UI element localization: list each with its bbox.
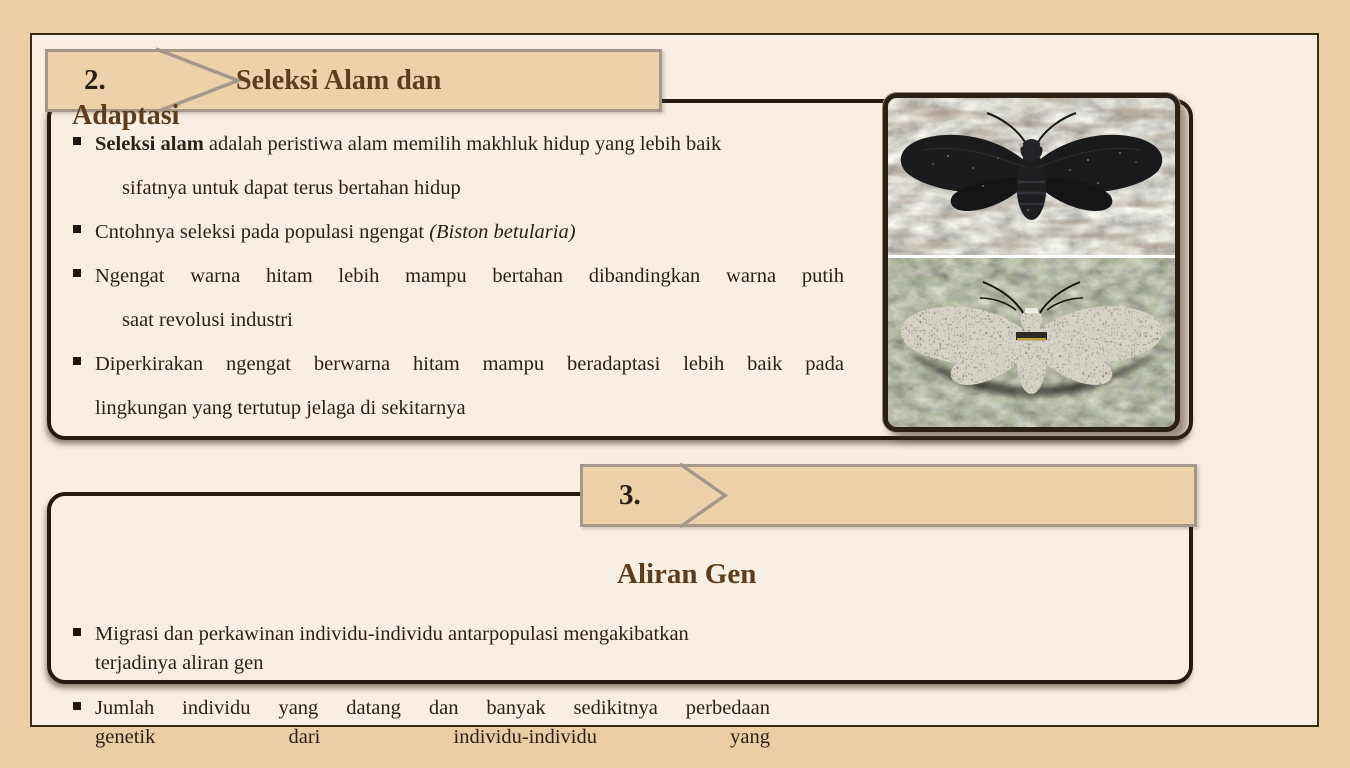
text-run: Jumlah individu yang datang dan banyak sedikitnya perbedaan bbox=[95, 697, 770, 719]
section2-title-line1: Seleksi Alam dan bbox=[236, 64, 442, 96]
section3-bullet-list bbox=[72, 620, 862, 768]
text-run: sifatnya untuk dapat terus bertahan hidup bbox=[122, 177, 461, 199]
bullet-line bbox=[95, 694, 770, 723]
section2-bullet-list bbox=[72, 122, 862, 430]
bullet-line bbox=[122, 298, 862, 342]
text-run: Migrasi dan perkawinan individu-individu antarpopulasi mengakibatkan bbox=[95, 623, 689, 645]
bullet-line bbox=[95, 386, 862, 430]
bullet-line bbox=[95, 122, 862, 166]
bullet-item bbox=[72, 122, 862, 210]
section2-title-line2: Adaptasi bbox=[72, 100, 180, 131]
section3-banner bbox=[580, 464, 1197, 527]
bullet-item bbox=[72, 620, 862, 678]
bullet-item bbox=[72, 342, 862, 430]
text-run: Ngengat warna hitam lebih mampu bertahan dibandingkan warna putih bbox=[95, 265, 844, 287]
chevron-right-icon bbox=[583, 467, 1194, 524]
text-run: lingkungan yang tertutup jelaga di sekitarnya bbox=[95, 397, 466, 419]
text-run: genetik dari individu-individu yang bbox=[95, 726, 770, 748]
text-run: (Biston betularia) bbox=[429, 221, 576, 243]
section3-number: 3. bbox=[619, 479, 641, 511]
bullet-line bbox=[122, 166, 862, 210]
text-run: saat revolusi industri bbox=[122, 309, 293, 331]
text-run: Seleksi alam bbox=[95, 133, 204, 155]
section3-title: Aliran Gen bbox=[617, 558, 757, 590]
text-run: Diperkirakan ngengat berwarna hitam mampu beradaptasi lebih baik pada bbox=[95, 353, 844, 375]
bullet-line bbox=[95, 210, 862, 254]
bullet-line bbox=[95, 620, 862, 649]
text-run: Cntohnya seleksi pada populasi ngengat bbox=[95, 221, 430, 243]
text-run: terjadinya aliran gen bbox=[95, 652, 264, 674]
bullet-line bbox=[95, 723, 770, 752]
dark-peppered-moth-photo bbox=[888, 98, 1175, 255]
bullet-item bbox=[72, 694, 862, 752]
bullet-item bbox=[72, 210, 862, 254]
bullet-line bbox=[95, 649, 862, 678]
text-run: adalah peristiwa alam memilih makhluk hidup yang lebih baik bbox=[203, 133, 722, 155]
bullet-line bbox=[95, 254, 844, 298]
section2-number: 2. bbox=[84, 64, 106, 96]
bullet-item bbox=[72, 254, 862, 342]
light-peppered-moth-photo bbox=[888, 258, 1175, 427]
moth-photos-frame bbox=[883, 93, 1180, 432]
bullet-line bbox=[95, 342, 844, 386]
